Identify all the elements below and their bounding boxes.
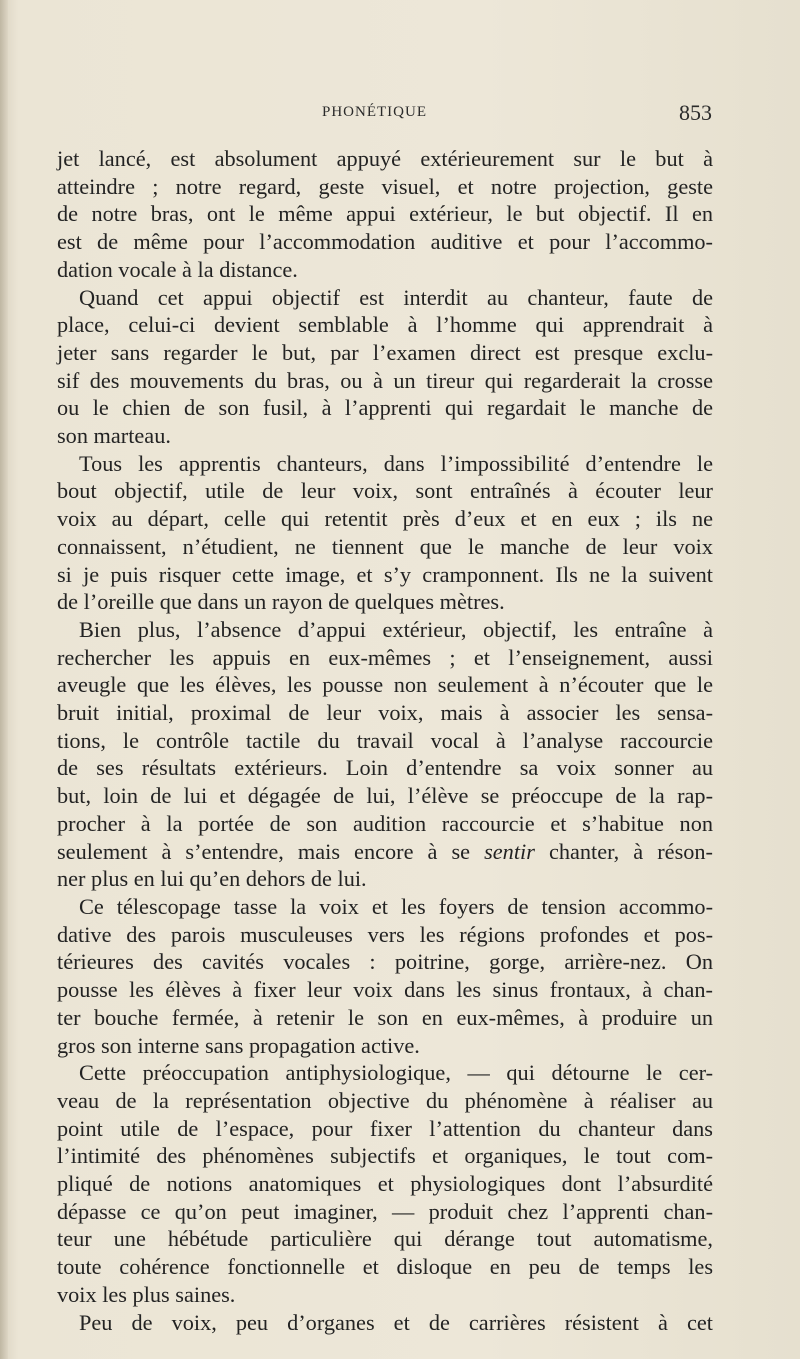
text-line: ner plus en lui qu’en dehors de lui. bbox=[57, 866, 367, 892]
text-line: procher à la portée de son audition raccourcie et s’habitue non bbox=[57, 810, 713, 836]
text-line: est de même pour l’accommodation auditive et pour l’accommo- bbox=[57, 229, 713, 255]
text-line: ou le chien de son fusil, à l’apprenti qui regardait le manche de bbox=[57, 395, 713, 421]
text-line: pousse les élèves à fixer leur voix dans les sinus frontaux, à chan- bbox=[57, 977, 713, 1003]
text-line: pliqué de notions anatomiques et physiologiques dont l’absurdité bbox=[57, 1171, 713, 1197]
text-line: Tous les apprentis chanteurs, dans l’impossibilité d’entendre le bbox=[79, 450, 713, 476]
text-line: de ses résultats extérieurs. Loin d’entendre sa voix sonner au bbox=[57, 755, 713, 781]
text-line: de l’oreille que dans un rayon de quelques mètres. bbox=[57, 589, 505, 615]
running-header bbox=[60, 100, 712, 130]
text-line: bout objectif, utile de leur voix, sont entraînés à écouter leur bbox=[57, 478, 713, 504]
text-line: Ce télescopage tasse la voix et les foyers de tension accommo- bbox=[79, 893, 713, 919]
text-line: rechercher les appuis en eux-mêmes ; et l’enseignement, aussi bbox=[57, 644, 713, 670]
text-line: atteindre ; notre regard, geste visuel, et notre projection, geste bbox=[57, 173, 713, 199]
italic-word: sentir bbox=[484, 838, 535, 864]
text-line: Cette préoccupation antiphysiologique, — qui détourne le cer- bbox=[79, 1060, 713, 1086]
text-line: gros son interne sans propagation active. bbox=[57, 1032, 420, 1058]
text-line: voix les plus saines. bbox=[57, 1281, 236, 1307]
running-header-title: PHONÉTIQUE bbox=[322, 104, 427, 120]
text-line: teur une hébétude particulière qui dérange tout automatisme, bbox=[57, 1226, 713, 1252]
page-binding-edge bbox=[0, 0, 8, 1359]
text-line: but, loin de lui et dégagée de lui, l’élève se préoccupe de la rap- bbox=[57, 783, 713, 809]
text-line: bruit initial, proximal de leur voix, mais à associer les sensa- bbox=[57, 700, 713, 726]
text-line: point utile de l’espace, pour fixer l’attention du chanteur dans bbox=[57, 1115, 713, 1141]
text-line: sif des mouvements du bras, ou à un tireur qui regarderait la crosse bbox=[57, 367, 713, 393]
text-line: jet lancé, est absolument appuyé extérieurement sur le but à bbox=[57, 146, 713, 171]
text-line: veau de la représentation objective du phénomène à réaliser au bbox=[57, 1087, 713, 1113]
text-line: jeter sans regarder le but, par l’examen direct est presque exclu- bbox=[57, 339, 713, 365]
text-line: ter bouche fermée, à retenir le son en eux-mêmes, à produire un bbox=[57, 1004, 713, 1030]
text-line: dation vocale à la distance. bbox=[57, 256, 298, 282]
text-line: dépasse ce qu’on peut imaginer, — produit chez l’apprenti chan- bbox=[57, 1198, 713, 1224]
text-line: térieures des cavités vocales : poitrine, gorge, arrière-nez. On bbox=[57, 949, 713, 975]
text-line: Peu de voix, peu d’organes et de carrières résistent à cet bbox=[79, 1309, 713, 1335]
text-line: dative des parois musculeuses vers les régions profondes et pos- bbox=[57, 921, 713, 947]
text-line: seulement à s’entendre, mais encore à se sentir chanter, à réson- bbox=[57, 838, 713, 864]
text-line: connaissent, n’étudient, ne tiennent que le manche de leur voix bbox=[57, 533, 713, 559]
text-line: toute cohérence fonctionnelle et disloque en peu de temps les bbox=[57, 1254, 713, 1280]
text-line: Quand cet appui objectif est interdit au chanteur, faute de bbox=[79, 284, 713, 310]
text-line: si je puis risquer cette image, et s’y cramponnent. Ils ne la suivent bbox=[57, 561, 713, 587]
text-line: place, celui-ci devient semblable à l’homme qui apprendrait à bbox=[57, 312, 713, 338]
body-text bbox=[57, 145, 713, 1336]
page-number: 853 bbox=[679, 100, 712, 125]
text-line: de notre bras, ont le même appui extérieur, le but objectif. Il en bbox=[57, 201, 713, 227]
text-line: l’intimité des phénomènes subjectifs et organiques, le tout com- bbox=[57, 1143, 713, 1169]
text-line: son marteau. bbox=[57, 423, 171, 449]
text-line: voix au départ, celle qui retentit près d’eux et en eux ; ils ne bbox=[57, 506, 713, 532]
text-line: aveugle que les élèves, les pousse non seulement à n’écouter que le bbox=[57, 672, 713, 698]
text-line: tions, le contrôle tactile du travail vocal à l’analyse raccourcie bbox=[57, 727, 713, 753]
text-line: Bien plus, l’absence d’appui extérieur, objectif, les entraîne à bbox=[79, 616, 713, 642]
